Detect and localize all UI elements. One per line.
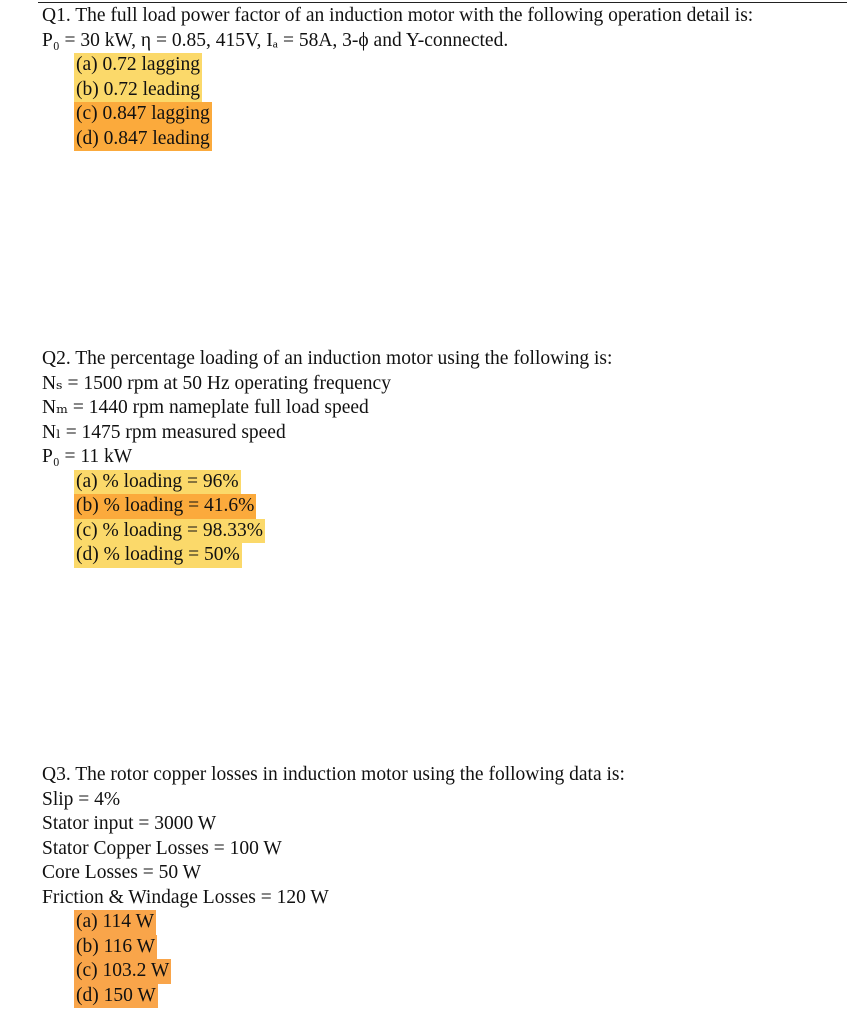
q1-option-c[interactable]: (c) 0.847 lagging (74, 102, 212, 127)
question-2-given-nm: Nₘ = 1440 rpm nameplate full load speed (42, 397, 369, 418)
question-3-given-friction: Friction & Windage Losses = 120 W (42, 886, 329, 908)
question-2 (42, 347, 612, 568)
question-3 (42, 763, 625, 1008)
q1-option-a[interactable]: (a) 0.72 lagging (74, 53, 202, 78)
question-3-given-core: Core Losses = 50 W (42, 862, 202, 883)
q2-option-c[interactable]: (c) % loading = 98.33% (74, 519, 265, 544)
q1-option-b[interactable]: (b) 0.72 leading (74, 78, 202, 103)
q2-option-a[interactable]: (a) % loading = 96% (74, 470, 241, 495)
question-1-text: Q1. The full load power factor of an induction motor with the following operation detail is: (42, 5, 754, 26)
q3-option-c[interactable]: (c) 103.2 W (74, 959, 171, 984)
q3-option-d[interactable]: (d) 150 W (74, 984, 158, 1009)
question-1-given: P₀ = 30 kW, η = 0.85, 415V, Iₐ = 58A, 3-ϕ and Y-connected. (42, 29, 509, 51)
question-1-options (74, 53, 753, 151)
question-2-text: Q2. The percentage loading of an induction motor using the following is: (42, 348, 613, 369)
question-2-options (74, 470, 612, 568)
question-1 (42, 4, 753, 151)
q2-option-b[interactable]: (b) % loading = 41.6% (74, 494, 256, 519)
q1-option-d[interactable]: (d) 0.847 leading (74, 127, 212, 152)
question-2-given-ns: Nₛ = 1500 rpm at 50 Hz operating frequency (42, 372, 391, 394)
q3-option-a[interactable]: (a) 114 W (74, 910, 156, 935)
question-2-given-nl: Nₗ = 1475 rpm measured speed (42, 421, 286, 443)
question-3-options (74, 910, 625, 1008)
q2-option-d[interactable]: (d) % loading = 50% (74, 543, 242, 568)
question-2-given-po: P₀ = 11 kW (42, 446, 133, 467)
question-3-given-stator-input: Stator input = 3000 W (42, 813, 217, 834)
question-3-text: Q3. The rotor copper losses in induction motor using the following data is: (42, 764, 625, 785)
question-3-given-slip: Slip = 4% (42, 788, 121, 810)
q3-option-b[interactable]: (b) 116 W (74, 935, 157, 960)
question-3-given-stator-copper: Stator Copper Losses = 100 W (42, 837, 282, 859)
top-rule (38, 2, 847, 3)
